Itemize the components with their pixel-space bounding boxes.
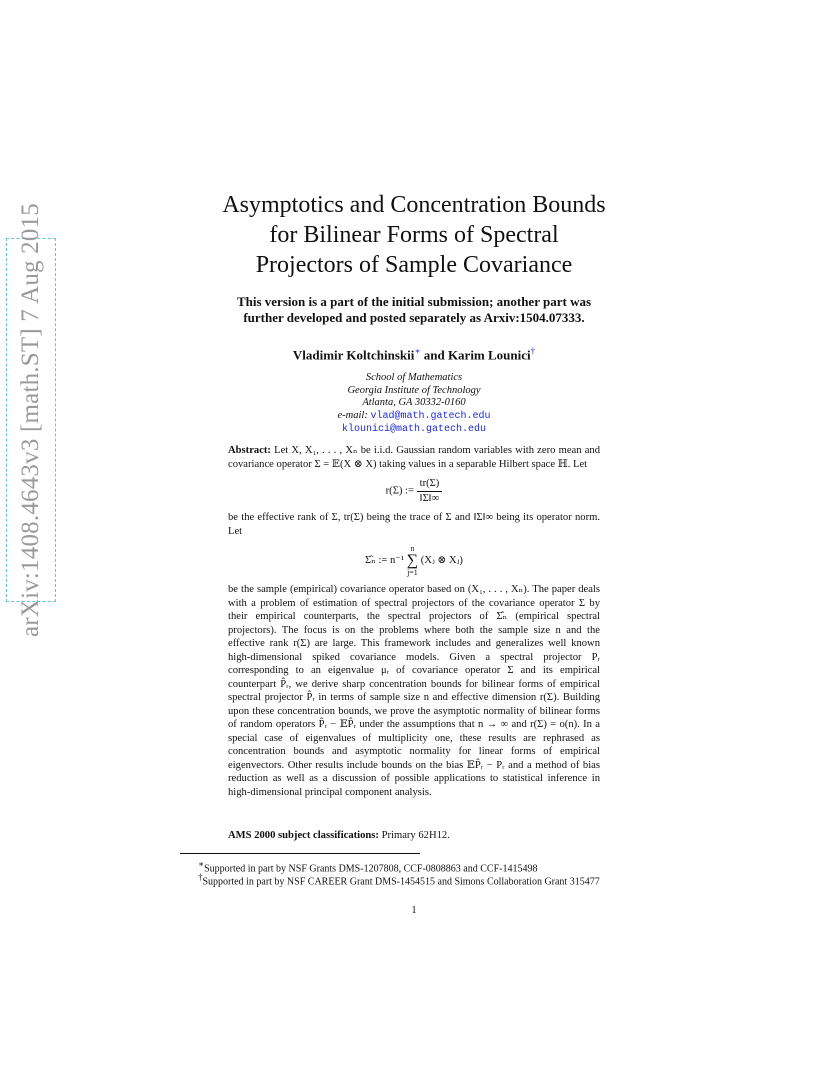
title-line-3: Projectors of Sample Covariance (255, 252, 573, 278)
eq1-numerator: tr(Σ) (417, 477, 443, 492)
affiliation (170, 372, 658, 437)
footnote-2 (180, 871, 648, 888)
affiliation-address: Atlanta, GA 30332-0160 (362, 397, 466, 408)
version-note-line-2: further developed and posted separately as Arxiv:1504.07333. (243, 310, 585, 325)
version-note (170, 294, 658, 326)
affiliation-email-row (170, 410, 658, 424)
eq1-denominator: ‖Σ‖∞ (419, 492, 440, 504)
footnote-1-text: Supported in part by NSF Grants DMS-1207808, CCF-0808863 and CCF-1415498 (204, 863, 538, 875)
version-note-line-1: This version is a part of the initial submission; another part was (236, 294, 592, 309)
affiliation-school: School of Mathematics (365, 372, 463, 383)
eq2-lhs: Σ̂ₙ := n⁻¹ (365, 554, 405, 566)
footnote-1-mark: ∗ (198, 859, 205, 869)
affiliation-email-row-2 (170, 423, 658, 437)
abstract-text-1: Let X, X₁, . . . , Xₙ be i.i.d. Gaussian random variables with zero mean and covariance operator Σ = 𝔼(X ⊗ X) taking values in a separable Hilbert space ℍ. Let (228, 445, 600, 470)
affiliation-institute: Georgia Institute of Technology (347, 384, 481, 396)
abstract (228, 444, 600, 799)
abstract-para-3: be the sample (empirical) covariance operator based on (X₁, . . . , Xₙ). The paper deals with a problem of estimation of spectral projectors of the covariance operator Σ by their empirical counterparts, the spectral projectors of Σ̂ₙ (empirical spectral projectors). The focus is on the problems where both the sample size n and the effective rank r(Σ) are large. This framework includes and generalizes well known high-dimensional spiked covariance models. Given a spectral projector Pᵣ corresponding to an eigenvalue μᵣ of covariance operator Σ and its empirical counterpart P̂ᵣ, we derive sharp concentration bounds for bilinear forms of empirical spectral projector P̂ᵣ in terms of sample size n and effective dimension r(Σ). Building upon these concentration bounds, we prove the asymptotic normality of bilinear forms of random operators P̂ᵣ − 𝔼P̂ᵣ under the assumptions that n → ∞ and r(Σ) = o(n). In a special case of eigenvalues of multiplicity one, these results are rephrased as concentration bounds and asymptotic normality for linear forms of empirical eigenvectors. Other results include bounds on the bias 𝔼P̂ᵣ − Pᵣ and a method of bias reduction as well as a discussion of possible applications to statistical inference in high-dimensional principal component analysis. (228, 584, 600, 798)
email-label: e-mail: (337, 409, 371, 421)
paper-title (130, 190, 698, 280)
abstract-para-2: be the effective rank of Σ, tr(Σ) being the trace of Σ and ‖Σ‖∞ being its operator norm. Let (228, 512, 600, 537)
author-list (170, 346, 658, 363)
arxiv-stamp (6, 203, 56, 637)
arxiv-stamp-text: arXiv:1408.4643v3 [math.ST] 7 Aug 2015 (17, 203, 44, 637)
ams-classification (228, 830, 600, 841)
equation-sample-covariance (228, 544, 600, 577)
abstract-label: Abstract: (228, 445, 271, 456)
ams-value: Primary 62H12. (378, 830, 450, 841)
eq2-sum-top: n (410, 544, 415, 553)
email-link-klounici[interactable]: klounici@math.gatech.edu (341, 424, 487, 435)
author-koltchinskii: Vladimir Koltchinskii (292, 347, 415, 363)
title-line-2: for Bilinear Forms of Spectral (269, 222, 559, 248)
sigma-symbol: ∑ (406, 552, 419, 569)
footnote-2-text: Supported in part by NSF CAREER Grant DMS-1454515 and Simons Collaboration Grant 315477 (202, 876, 600, 888)
footnote-2-mark: † (198, 872, 203, 882)
author-connector: and (420, 347, 448, 363)
abstract-para-1 (228, 444, 600, 471)
eq1-fraction (417, 477, 443, 505)
eq1-lhs: r(Σ) := (385, 485, 417, 497)
footnote-mark-2[interactable]: † (530, 346, 536, 356)
eq2-summation (407, 544, 418, 577)
title-line-1: Asymptotics and Concentration Bounds (222, 192, 606, 218)
footnote-divider (180, 853, 420, 854)
author-lounici: Karim Lounici (447, 347, 531, 363)
email-link-vlad[interactable]: vlad@math.gatech.edu (370, 410, 491, 422)
equation-effective-rank (228, 477, 600, 505)
footnote-mark-1[interactable]: ∗ (414, 346, 421, 356)
page-number: 1 (411, 905, 417, 916)
eq2-sum-bottom: j=1 (407, 568, 418, 577)
eq2-rhs: (Xⱼ ⊗ Xⱼ) (420, 554, 463, 566)
ams-label: AMS 2000 subject classifications: (228, 830, 379, 841)
